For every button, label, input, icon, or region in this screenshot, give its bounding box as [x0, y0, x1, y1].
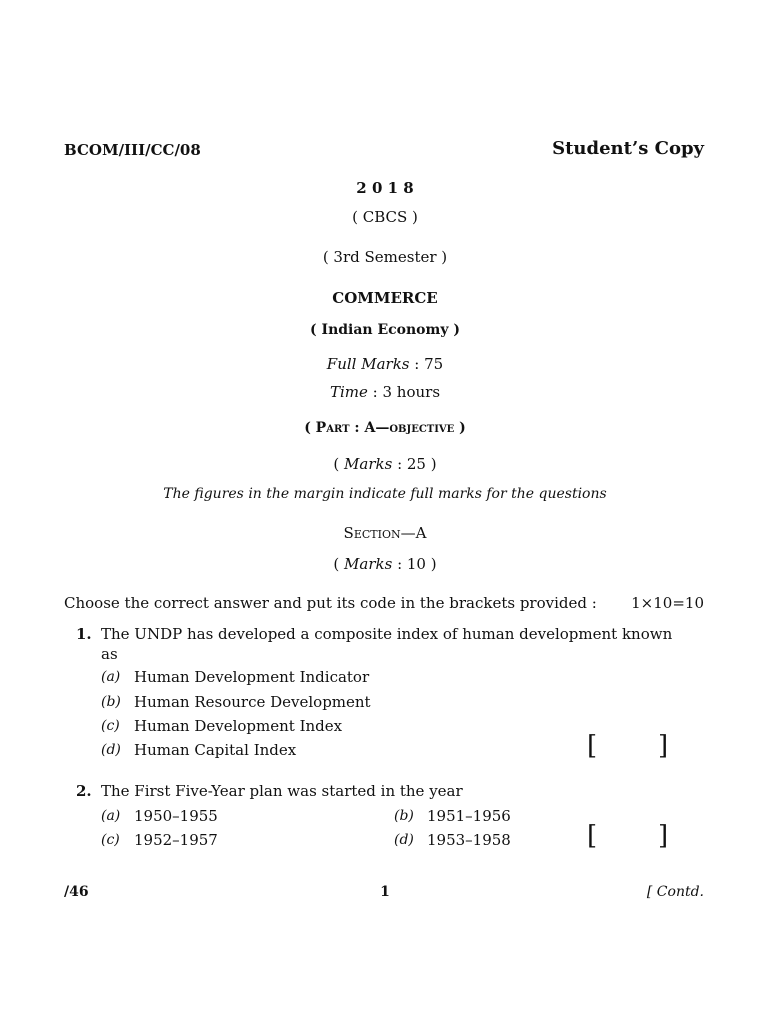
question-number: 1. [76, 625, 92, 643]
question-text-cont: as [101, 645, 118, 663]
option-text: Human Development Index [134, 717, 343, 735]
answer-bracket-close: ] [658, 731, 669, 761]
exam-scheme: ( CBCS ) [352, 208, 418, 226]
section-marks-label: Marks [344, 555, 393, 573]
option-letter: (b) [394, 808, 414, 824]
footer-code: /46 [64, 884, 89, 900]
answer-bracket-open: [ [587, 821, 598, 851]
option-letter: (d) [394, 832, 414, 848]
exam-time [0, 383, 770, 401]
section-label: Section—A [343, 524, 427, 542]
section-marks: ( Marks : 10 ) [333, 555, 437, 573]
exam-semester: ( 3rd Semester ) [322, 248, 448, 266]
question-number: 2. [76, 782, 92, 800]
directions-text: Choose the correct answer and put its code in the brackets provided : [64, 594, 597, 612]
part-label: ( Part : A—objective ) [304, 420, 466, 436]
option-text: 1951–1956 [427, 807, 511, 825]
full-marks-value: : 75 [409, 355, 444, 373]
time-label: Time [329, 383, 368, 401]
answer-bracket-close: ] [658, 821, 669, 851]
question-text: The First Five-Year plan was started in the year [101, 782, 463, 800]
directions-marks: 1×10=10 [631, 594, 704, 612]
option-text: Human Resource Development [134, 693, 371, 711]
part-marks-label: Marks [344, 455, 393, 473]
instruction: The figures in the margin indicate full marks for the questions [163, 486, 607, 502]
option-letter: (b) [101, 694, 121, 710]
section-marks-value: : 10 ) [392, 555, 437, 573]
answer-bracket-open: [ [587, 731, 598, 761]
option-text: 1950–1955 [134, 807, 218, 825]
option-letter: (a) [101, 808, 121, 824]
option-letter: (d) [101, 742, 121, 758]
page-number: 1 [380, 884, 390, 900]
question-text: The UNDP has developed a composite index of human development known [101, 625, 673, 643]
option-text: 1953–1958 [427, 831, 511, 849]
exam-year: 2 0 1 8 [356, 179, 414, 197]
exam-subject: COMMERCE [332, 289, 438, 307]
paper-code: BCOM/III/CC/08 [64, 141, 201, 159]
part-marks-value: : 25 ) [392, 455, 437, 473]
part-marks: ( Marks : 25 ) [333, 455, 437, 473]
full-marks-label: Full Marks [326, 355, 410, 373]
full-marks [0, 355, 770, 373]
copy-label: Student’s Copy [552, 138, 704, 159]
option-text: Human Capital Index [134, 741, 297, 759]
exam-paper: ( Indian Economy ) [310, 322, 460, 338]
time-value: : 3 hours [367, 383, 441, 401]
option-text: Human Development Indicator [134, 668, 370, 686]
option-letter: (a) [101, 669, 121, 685]
option-text: 1952–1957 [134, 831, 218, 849]
option-letter: (c) [101, 718, 120, 734]
option-letter: (c) [101, 832, 120, 848]
contd-label: [ Contd. [646, 884, 704, 900]
